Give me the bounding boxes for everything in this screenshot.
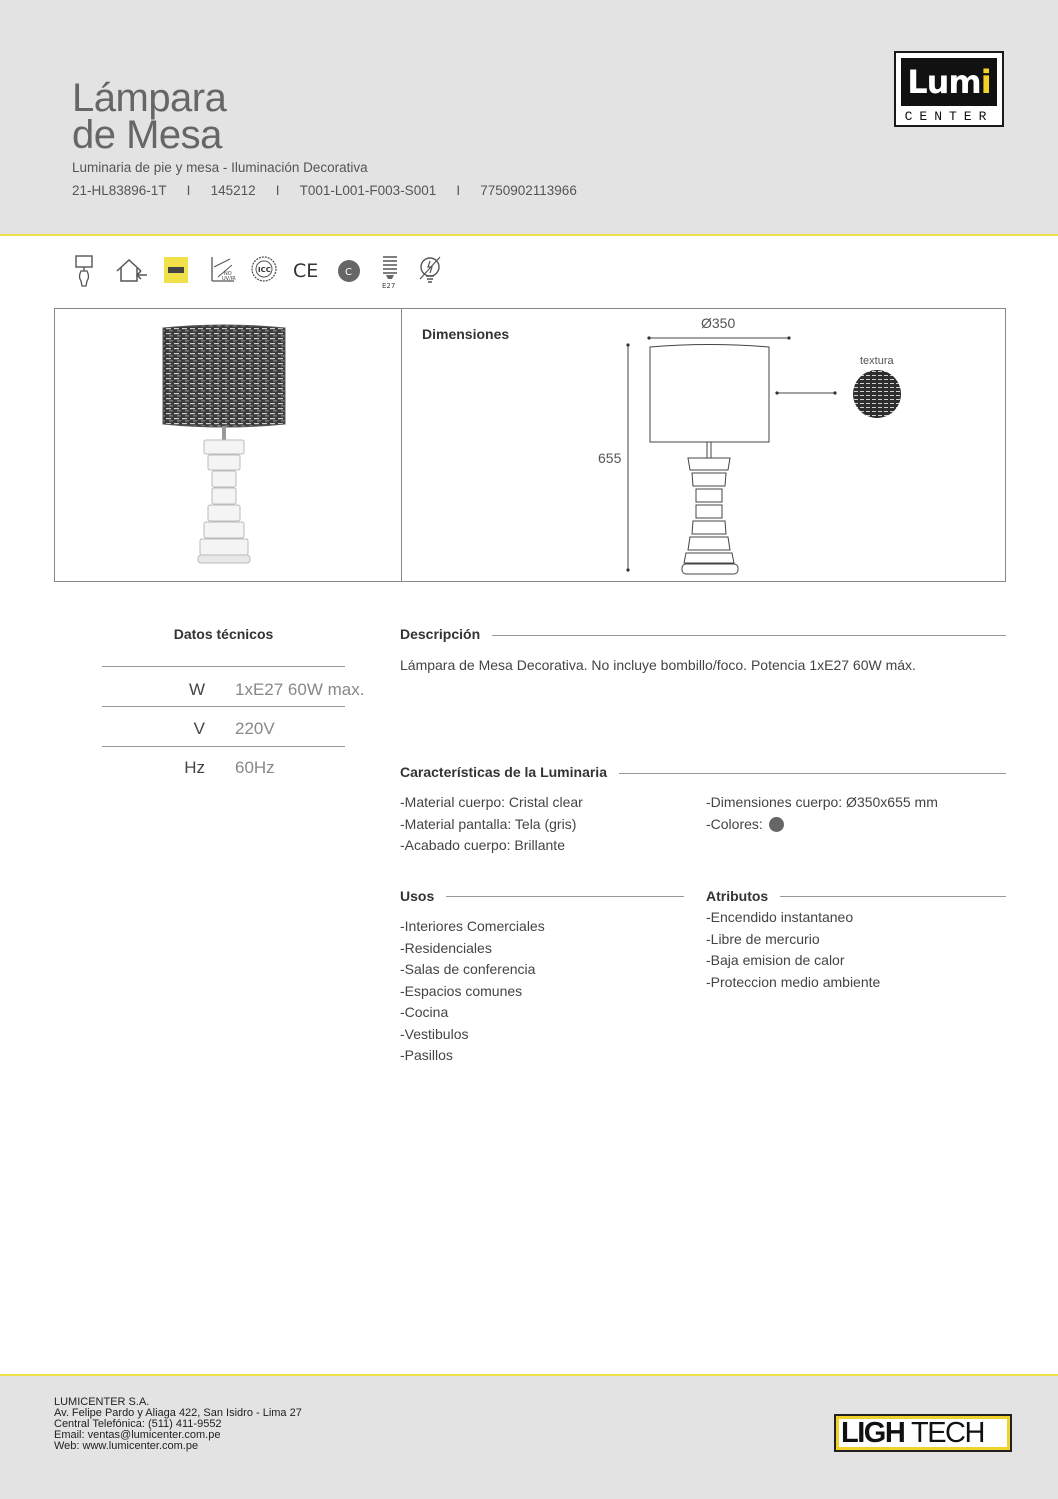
indoor-home-icon	[114, 253, 150, 289]
height-dimension-line	[626, 343, 629, 571]
company-contact	[54, 1397, 302, 1452]
list-item: -Encendido instantaneo	[706, 909, 854, 925]
company-name: LUMICENTER S.A.	[54, 1396, 150, 1408]
list-item: -Dimensiones cuerpo: Ø350x655 mm	[706, 794, 938, 810]
product-subtitle: Luminaria de pie y mesa - Iluminación Decorativa	[72, 160, 368, 175]
svg-text:NO: NO	[224, 271, 232, 277]
list-item: -Salas de conferencia	[400, 961, 536, 977]
svg-text:E27: E27	[382, 282, 396, 289]
company-email: Email: ventas@lumicenter.com.pe	[54, 1429, 221, 1441]
code-separator: I	[456, 183, 461, 198]
list-item: -Espacios comunes	[400, 982, 523, 999]
list-item: -Libre de mercurio	[706, 930, 820, 947]
product-code-family: T001-L001-F003-S001	[299, 183, 437, 198]
color-swatch	[769, 817, 784, 832]
datos-divider	[102, 666, 345, 667]
no-uv-ir-icon	[208, 253, 238, 289]
list-item: -Proteccion medio ambiente	[706, 973, 881, 990]
lumicenter-logo	[894, 51, 1004, 127]
list-item: -Pasillos	[400, 1047, 453, 1063]
company-address: Av. Felipe Pardo y Aliaga 422, San Isidro - Lima 27	[54, 1407, 302, 1419]
page-title	[72, 76, 227, 157]
table-lamp-icon	[70, 253, 100, 289]
product-photo	[158, 322, 290, 566]
texture-sample	[853, 370, 901, 418]
descripcion-heading: Descripción	[400, 626, 492, 642]
datos-divider	[102, 706, 345, 707]
ce-mark-icon	[292, 253, 322, 289]
class-c-icon	[336, 253, 364, 289]
height-label: 655	[598, 450, 622, 466]
product-code-id: 145212	[210, 183, 256, 198]
header-band	[0, 0, 1058, 236]
datos-divider	[102, 746, 345, 747]
svg-text:C: C	[345, 267, 352, 278]
logo-accent-text: i	[980, 63, 991, 101]
svg-text:ICC: ICC	[258, 266, 271, 274]
lightech-logo-text-a: LIGH	[841, 1419, 905, 1447]
title-line-2: de Mesa	[72, 113, 222, 157]
logo-main-text: Lum	[907, 63, 981, 101]
company-web: Web: www.lumicenter.com.pe	[54, 1440, 199, 1452]
list-item: -Material cuerpo: Cristal clear	[400, 794, 583, 810]
frame-divider	[401, 309, 402, 581]
svg-text:UV/IR: UV/IR	[222, 276, 236, 282]
datos-value-frequency: 60Hz	[235, 758, 275, 777]
list-item: -Cocina	[400, 1004, 449, 1020]
list-item: -Interiores Comerciales	[400, 918, 545, 934]
diameter-dimension-line	[647, 336, 790, 339]
datos-tecnicos-heading: Datos técnicos	[173, 626, 274, 642]
descripcion-text: Lámpara de Mesa Decorativa. No incluye bombillo/foco. Potencia 1xE27 60W máx.	[400, 657, 916, 673]
list-item: -Residenciales	[400, 939, 492, 956]
caracteristicas-heading: Características de la Luminaria	[400, 764, 619, 780]
footer-band	[0, 1374, 1058, 1499]
product-code-sku: 21-HL83896-1T	[72, 183, 167, 198]
texture-label: textura	[860, 355, 894, 367]
e27-bulb-icon	[376, 253, 404, 289]
list-item: -Material pantalla: Tela (gris)	[400, 815, 577, 832]
lightech-logo	[834, 1414, 1012, 1452]
product-codes	[72, 183, 577, 198]
caracteristicas-right-list	[706, 792, 938, 835]
product-code-ean: 7750902113966	[480, 183, 577, 198]
diameter-label: Ø350	[701, 315, 736, 331]
atributos-list	[706, 907, 880, 993]
colores-label: -Colores:	[706, 815, 763, 832]
list-item: -Baja emision de calor	[706, 952, 845, 968]
icc-certification-icon	[250, 253, 280, 289]
texture-callout-line	[775, 391, 836, 394]
datos-key-power: W	[188, 680, 205, 699]
colores-item	[706, 814, 938, 836]
usos-list	[400, 916, 545, 1067]
datos-key-frequency: Hz	[184, 758, 205, 777]
title-line-1: Lámpara	[72, 76, 227, 120]
datos-value-voltage: 220V	[235, 719, 275, 738]
lightech-logo-text-b: TECH	[911, 1419, 984, 1447]
usos-heading: Usos	[400, 888, 446, 904]
beam-direction-icon	[162, 253, 190, 289]
caracteristicas-left-list	[400, 792, 583, 857]
datos-key-voltage: V	[193, 719, 205, 738]
company-phone: Central Telefónica: (511) 411-9552	[54, 1418, 222, 1430]
dimension-drawing	[620, 330, 910, 580]
code-separator: I	[275, 183, 280, 198]
list-item: -Vestibulos	[400, 1025, 469, 1042]
energy-saving-bulb-icon	[416, 253, 446, 289]
svg-text:CE: CE	[293, 260, 319, 282]
atributos-heading: Atributos	[706, 888, 780, 904]
dimensions-label: Dimensiones	[422, 326, 510, 342]
logo-sub-text: CENTER	[904, 109, 994, 124]
list-item: -Acabado cuerpo: Brillante	[400, 837, 565, 853]
datos-value-power: 1xE27 60W max.	[235, 680, 365, 699]
code-separator: I	[186, 183, 191, 198]
